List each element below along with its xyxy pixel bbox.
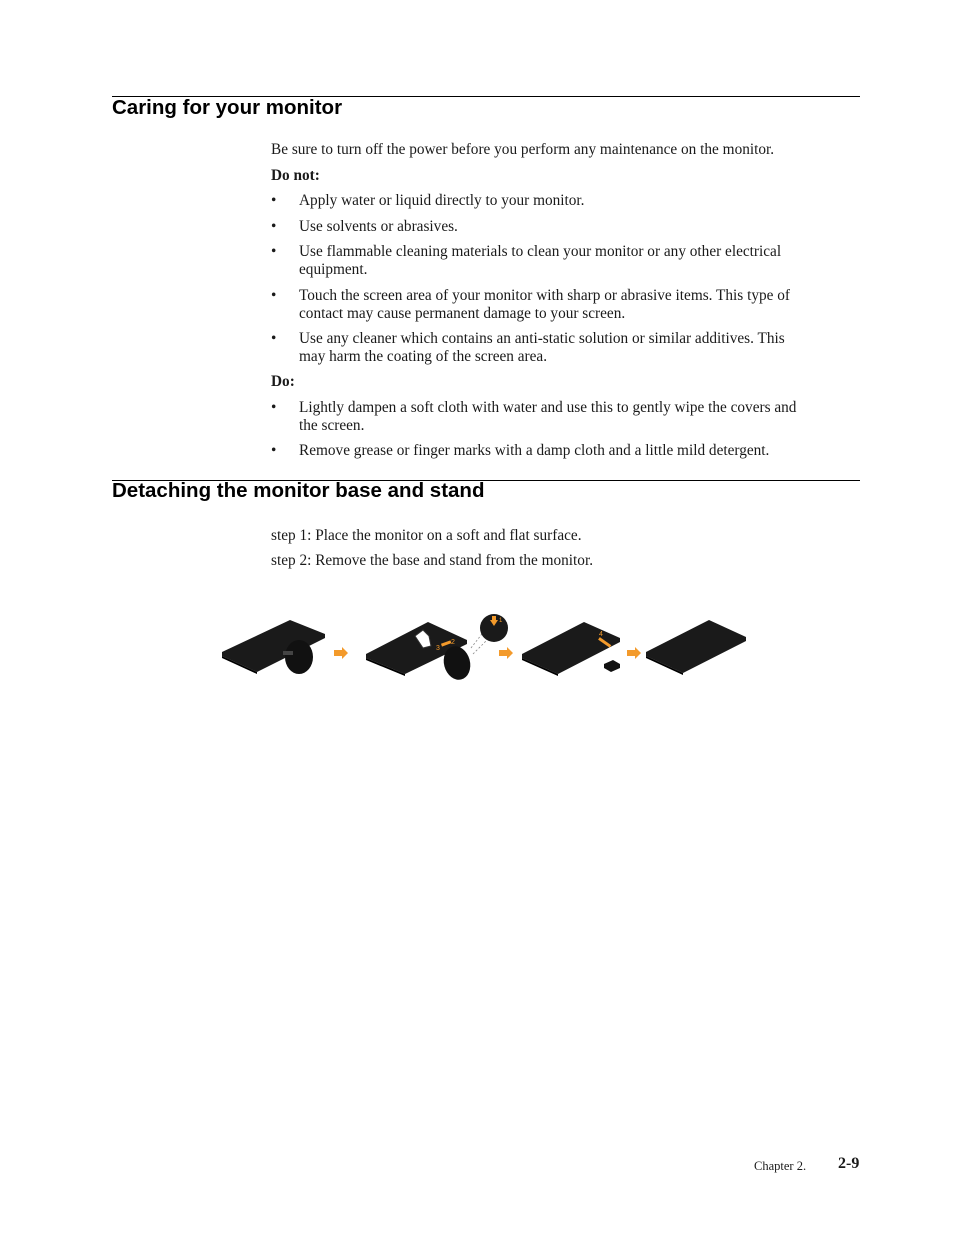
list-item-text-cont: contact may cause permanent damage to your screen.: [299, 304, 626, 322]
bullet-icon: •: [271, 192, 277, 209]
bullet-icon: •: [271, 399, 277, 416]
bullet-icon: •: [271, 330, 277, 347]
bullet-icon: •: [271, 442, 277, 459]
svg-text:4: 4: [599, 631, 603, 638]
monitor-with-stand-figure: [222, 620, 325, 674]
svg-text:3: 3: [436, 645, 440, 652]
bullet-icon: •: [271, 218, 277, 235]
monitor-panel-only-figure: [646, 620, 746, 675]
step-1-text: step 1: Place the monitor on a soft and flat surface.: [271, 527, 582, 544]
monitor-stand-removal-figure: [522, 622, 620, 676]
bullet-icon: •: [271, 243, 277, 260]
arrow-icon: [499, 647, 513, 659]
list-item-text: Apply water or liquid directly to your monitor.: [299, 192, 585, 209]
intro-paragraph: Be sure to turn off the power before you perform any maintenance on the monitor.: [271, 141, 775, 158]
footer-chapter: Chapter 2.: [754, 1159, 807, 1173]
list-item-text: Remove grease or finger marks with a damp cloth and a little mild detergent.: [299, 442, 770, 459]
list-item-text-cont: may harm the coating of the screen area.: [299, 347, 548, 365]
list-item-text: Use any cleaner which contains an anti-static solution or similar additives. This: [299, 330, 785, 347]
arrow-icon: [627, 647, 641, 659]
step-2-text: step 2: Remove the base and stand from the monitor.: [271, 552, 594, 569]
svg-text:2: 2: [451, 639, 455, 646]
detach-stand-illustration: [215, 610, 755, 685]
bullet-icon: •: [271, 287, 277, 304]
list-item-text-cont: the screen.: [299, 416, 365, 434]
list-item-text: Touch the screen area of your monitor with sharp or abrasive items. This type of: [299, 287, 790, 304]
page-number: 2-9: [838, 1155, 860, 1172]
list-item-text: Use flammable cleaning materials to clean your monitor or any other electrical: [299, 243, 782, 260]
list-item-text: Use solvents or abrasives.: [299, 218, 458, 235]
svg-text:1: 1: [499, 618, 503, 624]
section-title-detaching: Detaching the monitor base and stand: [112, 479, 485, 502]
section-title-caring: Caring for your monitor: [112, 96, 343, 119]
arrow-icon: [334, 647, 348, 659]
list-item-text: Lightly dampen a soft cloth with water and use this to gently wipe the covers and: [299, 399, 797, 416]
monitor-base-removal-figure: [366, 614, 508, 683]
do-label: Do:: [271, 373, 295, 390]
list-item-text-cont: equipment.: [299, 260, 368, 278]
donot-label: Do not:: [271, 167, 320, 184]
